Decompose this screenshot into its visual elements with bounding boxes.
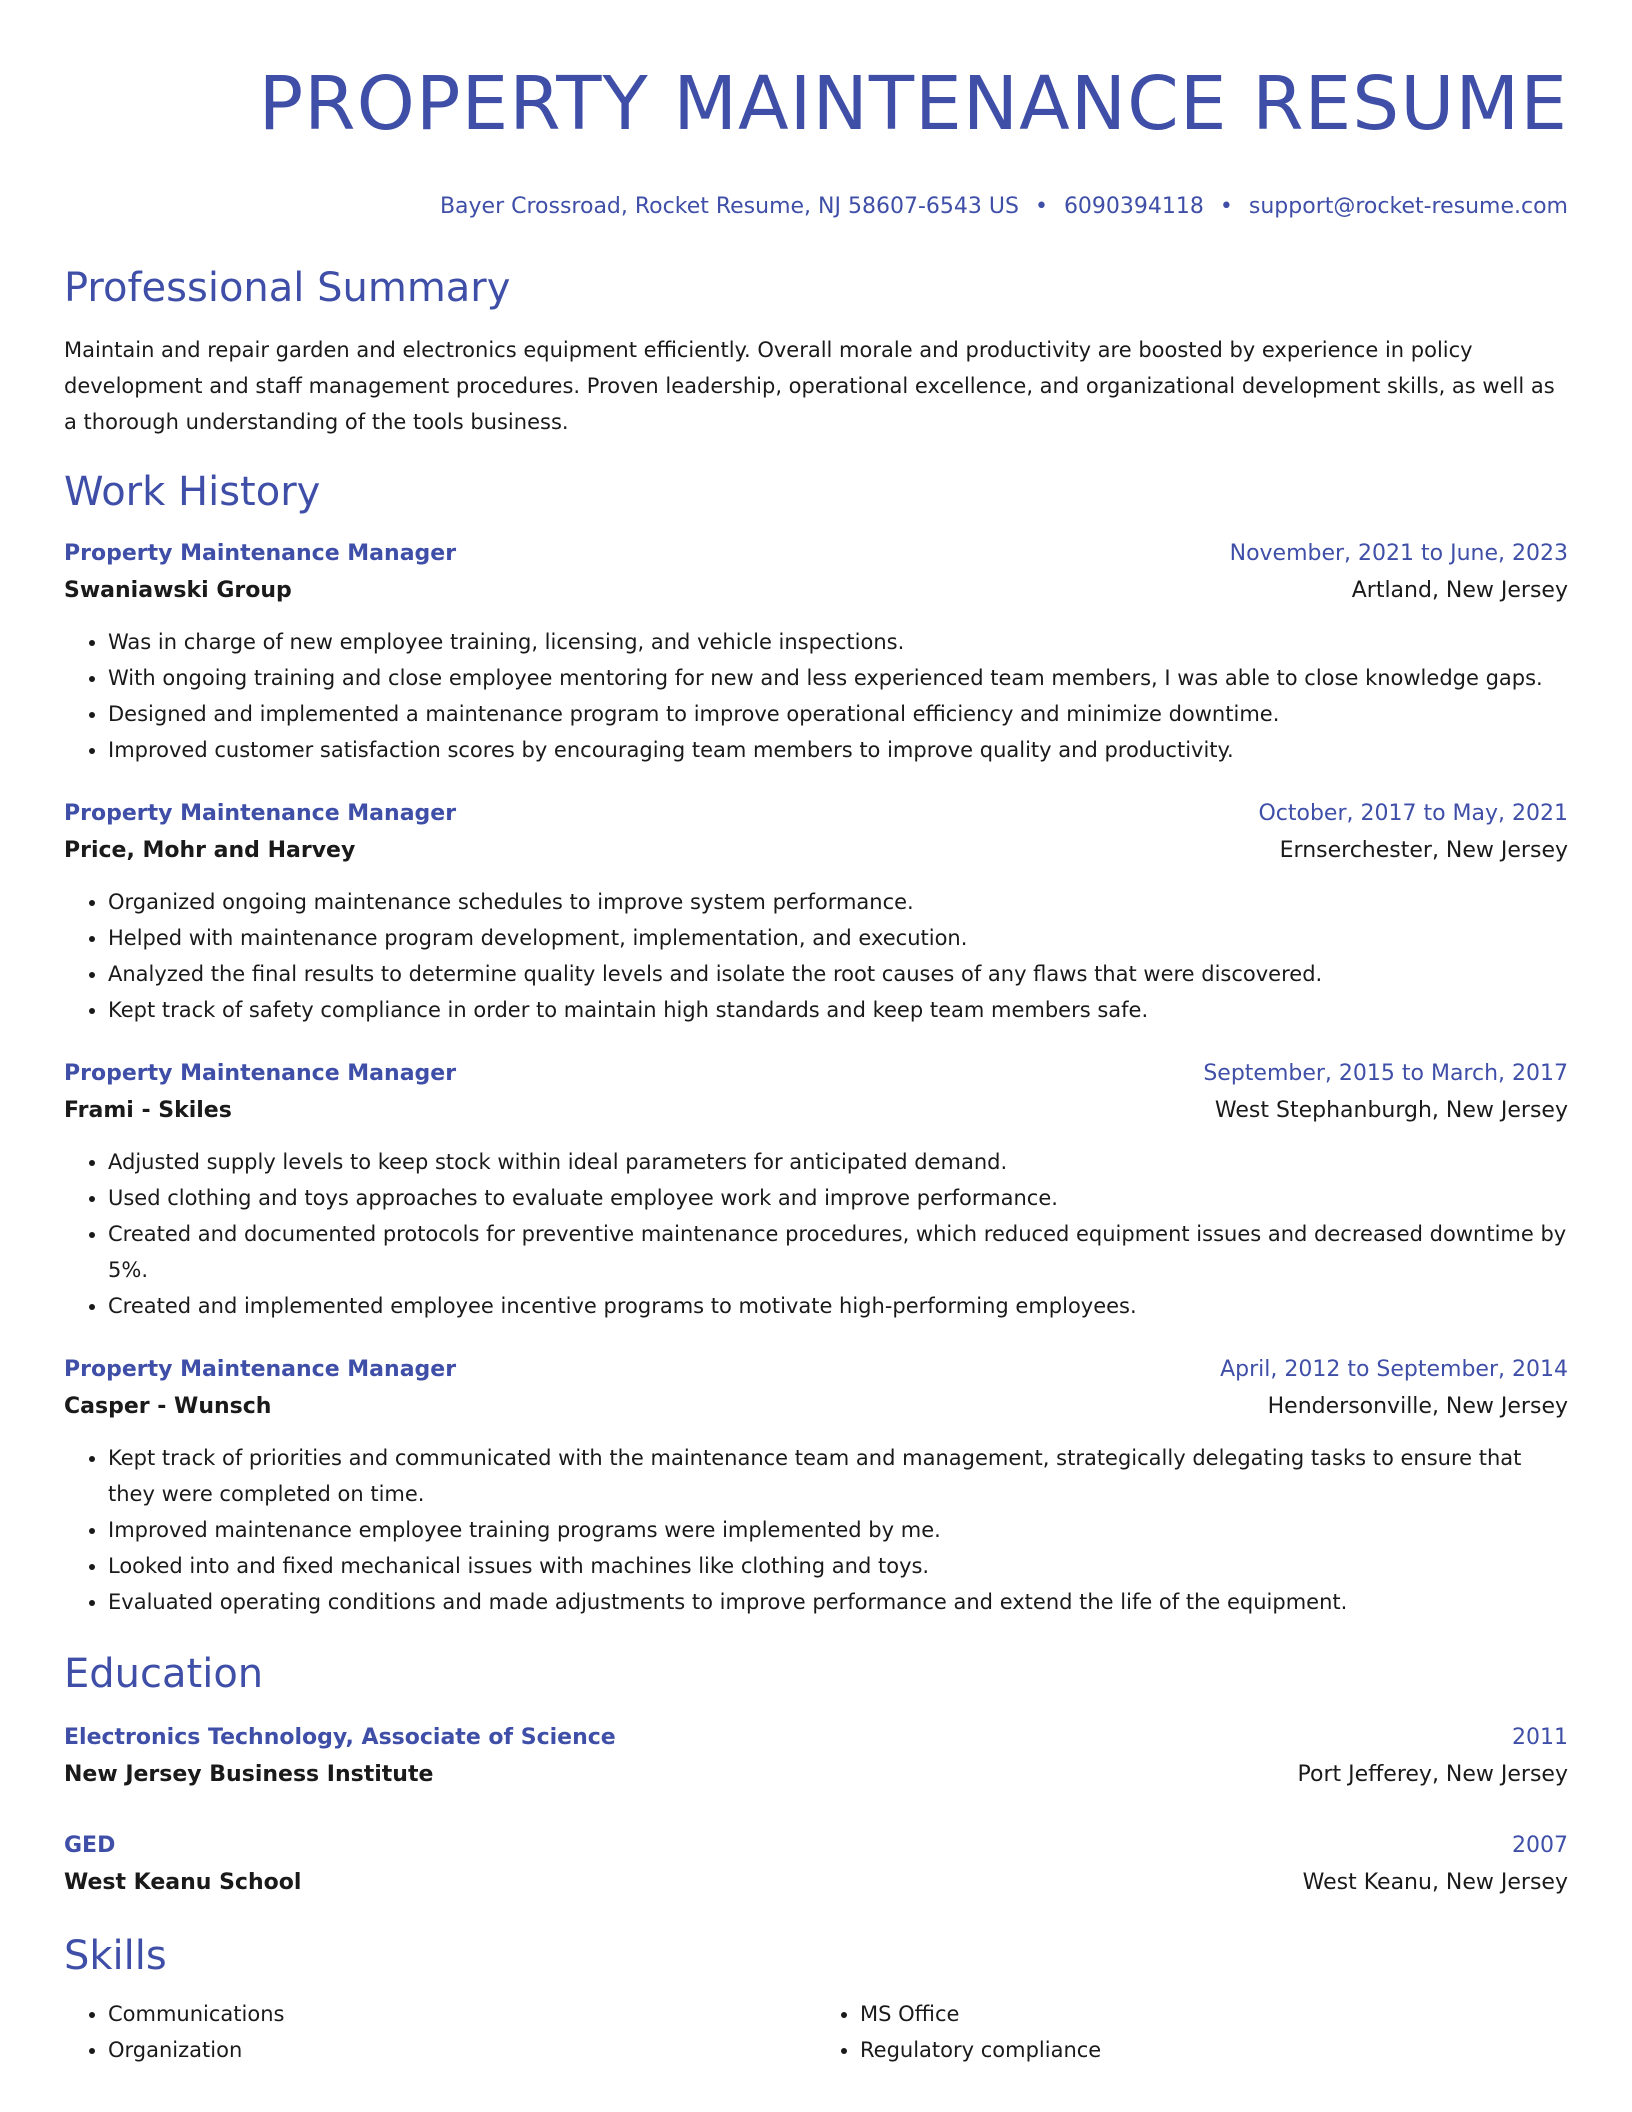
job-entry xyxy=(64,1056,1568,1324)
skills-heading: Skills xyxy=(64,1933,167,1979)
skill-item: • Communications xyxy=(108,1996,816,2032)
skills-list xyxy=(64,1996,1568,2068)
education-degree: Electronics Technology, Associate of Science xyxy=(64,1725,616,1750)
job-entry xyxy=(64,796,1568,1028)
education-degree-row xyxy=(64,1828,1568,1864)
job-title: Property Maintenance Manager xyxy=(64,801,457,826)
job-bullet: • Used clothing and toys approaches to evaluate employee work and improve performance. xyxy=(108,1180,1568,1216)
education-location: Port Jefferey, New Jersey xyxy=(1297,1762,1568,1787)
education-year: 2007 xyxy=(1512,1833,1568,1858)
job-bullet: • Evaluated operating conditions and made adjustments to improve performance and extend the life of the equipment. xyxy=(108,1584,1568,1620)
job-title-row xyxy=(64,796,1568,832)
job-dates: November, 2021 to June, 2023 xyxy=(1229,541,1568,566)
education-heading: Education xyxy=(64,1651,264,1697)
education-entry xyxy=(64,1720,1568,1794)
work-history-heading: Work History xyxy=(64,469,321,515)
education-degree-row xyxy=(64,1720,1568,1756)
summary-text: Maintain and repair garden and electronics equipment efficiently. Overall morale and productivity are boosted by experience in policy development and staff management procedures. Proven leadership, operational excellence, and organizational development skills, as well as a thorough understanding of the tools business. xyxy=(64,338,1555,434)
job-bullet: • Improved customer satisfaction scores by encouraging team members to improve quality and productivity. xyxy=(108,732,1568,768)
job-dates: September, 2015 to March, 2017 xyxy=(1203,1061,1568,1086)
job-entry xyxy=(64,1352,1568,1620)
job-company: Swaniawski Group xyxy=(64,578,292,603)
education-school-row xyxy=(64,1864,1568,1902)
job-bullets xyxy=(64,1144,1568,1324)
job-bullet: • With ongoing training and close employee mentoring for new and less experienced team members, I was able to close knowledge gaps. xyxy=(108,660,1568,696)
contact-separator: • xyxy=(1219,194,1233,219)
job-bullet: • Organized ongoing maintenance schedules to improve system performance. xyxy=(108,884,1568,920)
job-company-row xyxy=(64,572,1568,610)
job-dates: October, 2017 to May, 2021 xyxy=(1258,801,1568,826)
job-company: Price, Mohr and Harvey xyxy=(64,838,356,863)
job-bullets xyxy=(64,884,1568,1028)
job-bullet: • Adjusted supply levels to keep stock within ideal parameters for anticipated demand. xyxy=(108,1144,1568,1180)
job-bullets xyxy=(64,624,1568,768)
summary-heading: Professional Summary xyxy=(64,265,511,311)
job-company-row xyxy=(64,1388,1568,1426)
job-title-row xyxy=(64,1352,1568,1388)
job-dates: April, 2012 to September, 2014 xyxy=(1220,1357,1568,1382)
contact-separator: • xyxy=(1034,194,1048,219)
job-company: Frami - Skiles xyxy=(64,1098,232,1123)
job-title-row xyxy=(64,1056,1568,1092)
job-bullet: • Analyzed the final results to determine quality levels and isolate the root causes of any flaws that were discovered. xyxy=(108,956,1568,992)
job-location: Hendersonville, New Jersey xyxy=(1267,1394,1568,1419)
job-bullet: • Kept track of priorities and communicated with the maintenance team and management, strategically delegating tasks to ensure that they were completed on time. xyxy=(108,1440,1568,1512)
job-title: Property Maintenance Manager xyxy=(64,541,457,566)
job-bullet: • Looked into and fixed mechanical issues with machines like clothing and toys. xyxy=(108,1548,1568,1584)
job-bullet: • Created and documented protocols for preventive maintenance procedures, which reduced equipment issues and decreased downtime by 5%. xyxy=(108,1216,1568,1288)
contact-line xyxy=(64,192,1568,222)
job-bullet: • Was in charge of new employee training, licensing, and vehicle inspections. xyxy=(108,624,1568,660)
job-title: Property Maintenance Manager xyxy=(64,1061,457,1086)
education-year: 2011 xyxy=(1512,1725,1568,1750)
skills-column-left xyxy=(64,1996,816,2068)
job-location: Artland, New Jersey xyxy=(1351,578,1568,603)
resume-title: PROPERTY MAINTENANCE RESUME xyxy=(258,61,1568,147)
job-bullet: • Designed and implemented a maintenance program to improve operational efficiency and minimize downtime. xyxy=(108,696,1568,732)
contact-email: support@rocket-resume.com xyxy=(1248,194,1568,219)
job-title-row xyxy=(64,536,1568,572)
job-title: Property Maintenance Manager xyxy=(64,1357,457,1382)
job-company-row xyxy=(64,1092,1568,1130)
education-degree: GED xyxy=(64,1833,116,1858)
job-bullet: • Helped with maintenance program development, implementation, and execution. xyxy=(108,920,1568,956)
job-entry xyxy=(64,536,1568,768)
job-company: Casper - Wunsch xyxy=(64,1394,272,1419)
education-entry xyxy=(64,1828,1568,1902)
skills-column-right xyxy=(816,1996,1568,2068)
job-company-row xyxy=(64,832,1568,870)
education-school: West Keanu School xyxy=(64,1870,302,1895)
contact-address: Bayer Crossroad, Rocket Resume, NJ 58607-6543 US xyxy=(439,194,1019,219)
job-location: West Stephanburgh, New Jersey xyxy=(1214,1098,1568,1123)
job-bullets xyxy=(64,1440,1568,1620)
job-bullet: • Kept track of safety compliance in order to maintain high standards and keep team members safe. xyxy=(108,992,1568,1028)
job-bullet: • Improved maintenance employee training programs were implemented by me. xyxy=(108,1512,1568,1548)
skill-item: • Organization xyxy=(108,2032,816,2068)
education-location: West Keanu, New Jersey xyxy=(1302,1870,1568,1895)
contact-phone: 6090394118 xyxy=(1063,194,1204,219)
education-school-row xyxy=(64,1756,1568,1794)
job-bullet: • Created and implemented employee incentive programs to motivate high-performing employees. xyxy=(108,1288,1568,1324)
education-school: New Jersey Business Institute xyxy=(64,1762,434,1787)
job-location: Ernserchester, New Jersey xyxy=(1279,838,1568,863)
skill-item: • Regulatory compliance xyxy=(860,2032,1568,2068)
skill-item: • MS Office xyxy=(860,1996,1568,2032)
